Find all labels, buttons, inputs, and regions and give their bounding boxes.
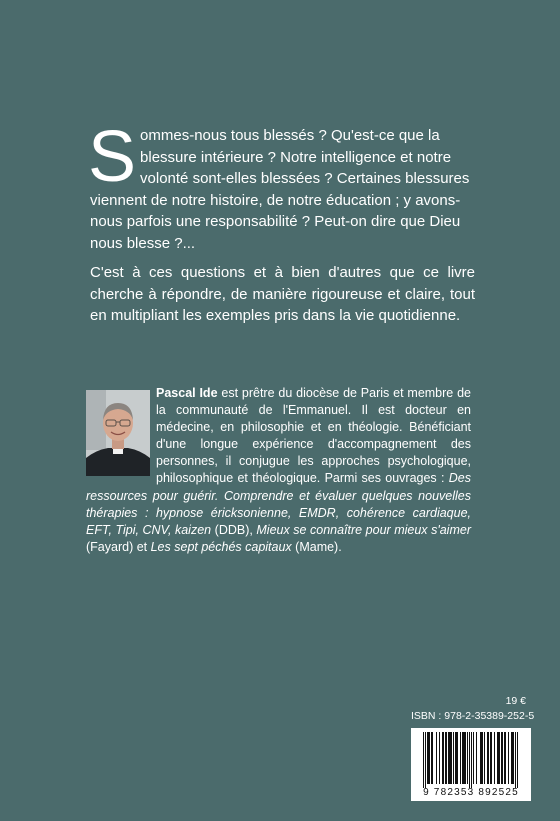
description-paragraph: C'est à ces questions et à bien d'autres que ce livre cherche à répondre, de manière rigoureuse et claire, tout en multipliant les exemples pris dans la vie quotidienne.	[90, 264, 475, 324]
barcode-bar	[476, 732, 477, 784]
barcode-bar	[455, 732, 456, 784]
barcode-bar	[460, 732, 461, 784]
barcode-bar	[482, 732, 483, 784]
barcode-bar	[442, 732, 443, 784]
barcode-bar	[456, 732, 457, 784]
barcode-bar	[505, 732, 506, 784]
barcode-bar	[449, 732, 450, 784]
isbn: ISBN : 978-2-35389-252-5	[411, 710, 535, 722]
barcode-bar	[511, 732, 512, 784]
author-bio: Pascal Ide est prêtre du diocèse de Paris et membre de la communauté de l'Emmanuel. Il est docteur en médecine, en philosophie et en théologie. Bénéficiant d'une longue expérience d'accompagnement des personnes, il conjugue les approches psychologique, philosophique et théologique. Parmi ses ouvrages : Des ressources pour guérir. Comprendre et évaluer quelques nouvelles thérapies : hypnose éricksonienne, EMDR, cohérence cardiaque, EFT, Tipi, CNV, kaizen (DDB), Mieux se connaître pour mieux s'aimer (Fayard) et Les sept péchés capitaux (Mame).	[86, 386, 471, 554]
book-title: Des ressources pour guérir. Comprendre et évaluer quelques nouvelles thérapies : hypnose éricksonienne, EMDR, cohérence cardiaque, EFT, Tipi, CNV, kaizen	[86, 471, 471, 537]
barcode-bar	[491, 732, 492, 784]
intro-text: ommes-nous tous blessés ? Qu'est-ce que la blessure intérieure ? Notre intelligence et notre volonté sont-elles blessées ? Certaines blessures viennent de notre histoire, de notre éducation ; y avons-nous parfois une responsabilité ? Peut-on dire que Dieu nous blesse ?...	[90, 127, 470, 252]
drop-cap: S	[88, 117, 137, 197]
barcode-bar	[453, 732, 454, 784]
barcode-bar	[431, 732, 432, 784]
barcode-bar	[517, 732, 518, 788]
barcode-bar	[427, 732, 428, 784]
barcode-bar	[508, 732, 509, 784]
barcode-bar	[473, 732, 474, 784]
barcode-bar	[457, 732, 458, 784]
barcode-bar	[446, 732, 447, 784]
barcode-bar	[484, 732, 485, 784]
barcode-bar	[445, 732, 446, 784]
barcode-bar	[464, 732, 465, 784]
barcode-bar	[443, 732, 444, 784]
barcode-bar	[471, 732, 472, 788]
barcode-bar	[463, 732, 464, 784]
barcode-bar	[450, 732, 451, 784]
barcode-bar	[490, 732, 491, 784]
intro-paragraph	[88, 117, 475, 254]
barcode-bar	[429, 732, 430, 784]
price: 19 €	[505, 695, 526, 707]
barcode-bar	[515, 732, 516, 788]
barcode-bar	[451, 732, 452, 784]
barcode-bar	[448, 732, 449, 784]
barcode-bar	[436, 732, 437, 784]
book-title: Les sept péchés capitaux	[150, 539, 292, 554]
barcode-bar	[494, 732, 495, 784]
barcode-bar	[467, 732, 468, 784]
barcode-bar	[488, 732, 489, 784]
barcode-bar	[487, 732, 488, 784]
barcode-bar	[425, 732, 426, 788]
barcode-bar	[428, 732, 429, 784]
barcode-bar	[462, 732, 463, 784]
barcode-bar	[512, 732, 513, 784]
barcode-bar	[504, 732, 505, 784]
barcode-bar	[481, 732, 482, 784]
barcode-bar	[497, 732, 498, 784]
barcode-number: 9 782353 892525	[423, 787, 519, 798]
author-name: Pascal Ide	[156, 386, 218, 400]
barcode-bar	[513, 732, 514, 784]
barcode-bar	[480, 732, 481, 784]
barcode-bar	[501, 732, 502, 784]
barcode-bar	[439, 732, 440, 784]
barcode-bar	[432, 732, 433, 784]
book-title: Mieux se connaître pour mieux s'aimer	[256, 522, 471, 537]
barcode-bar	[499, 732, 500, 784]
barcode-bar	[498, 732, 499, 784]
barcode-bar	[465, 732, 466, 784]
barcode-bar	[469, 732, 470, 788]
barcode-bar	[502, 732, 503, 784]
barcode-bar	[423, 732, 424, 788]
